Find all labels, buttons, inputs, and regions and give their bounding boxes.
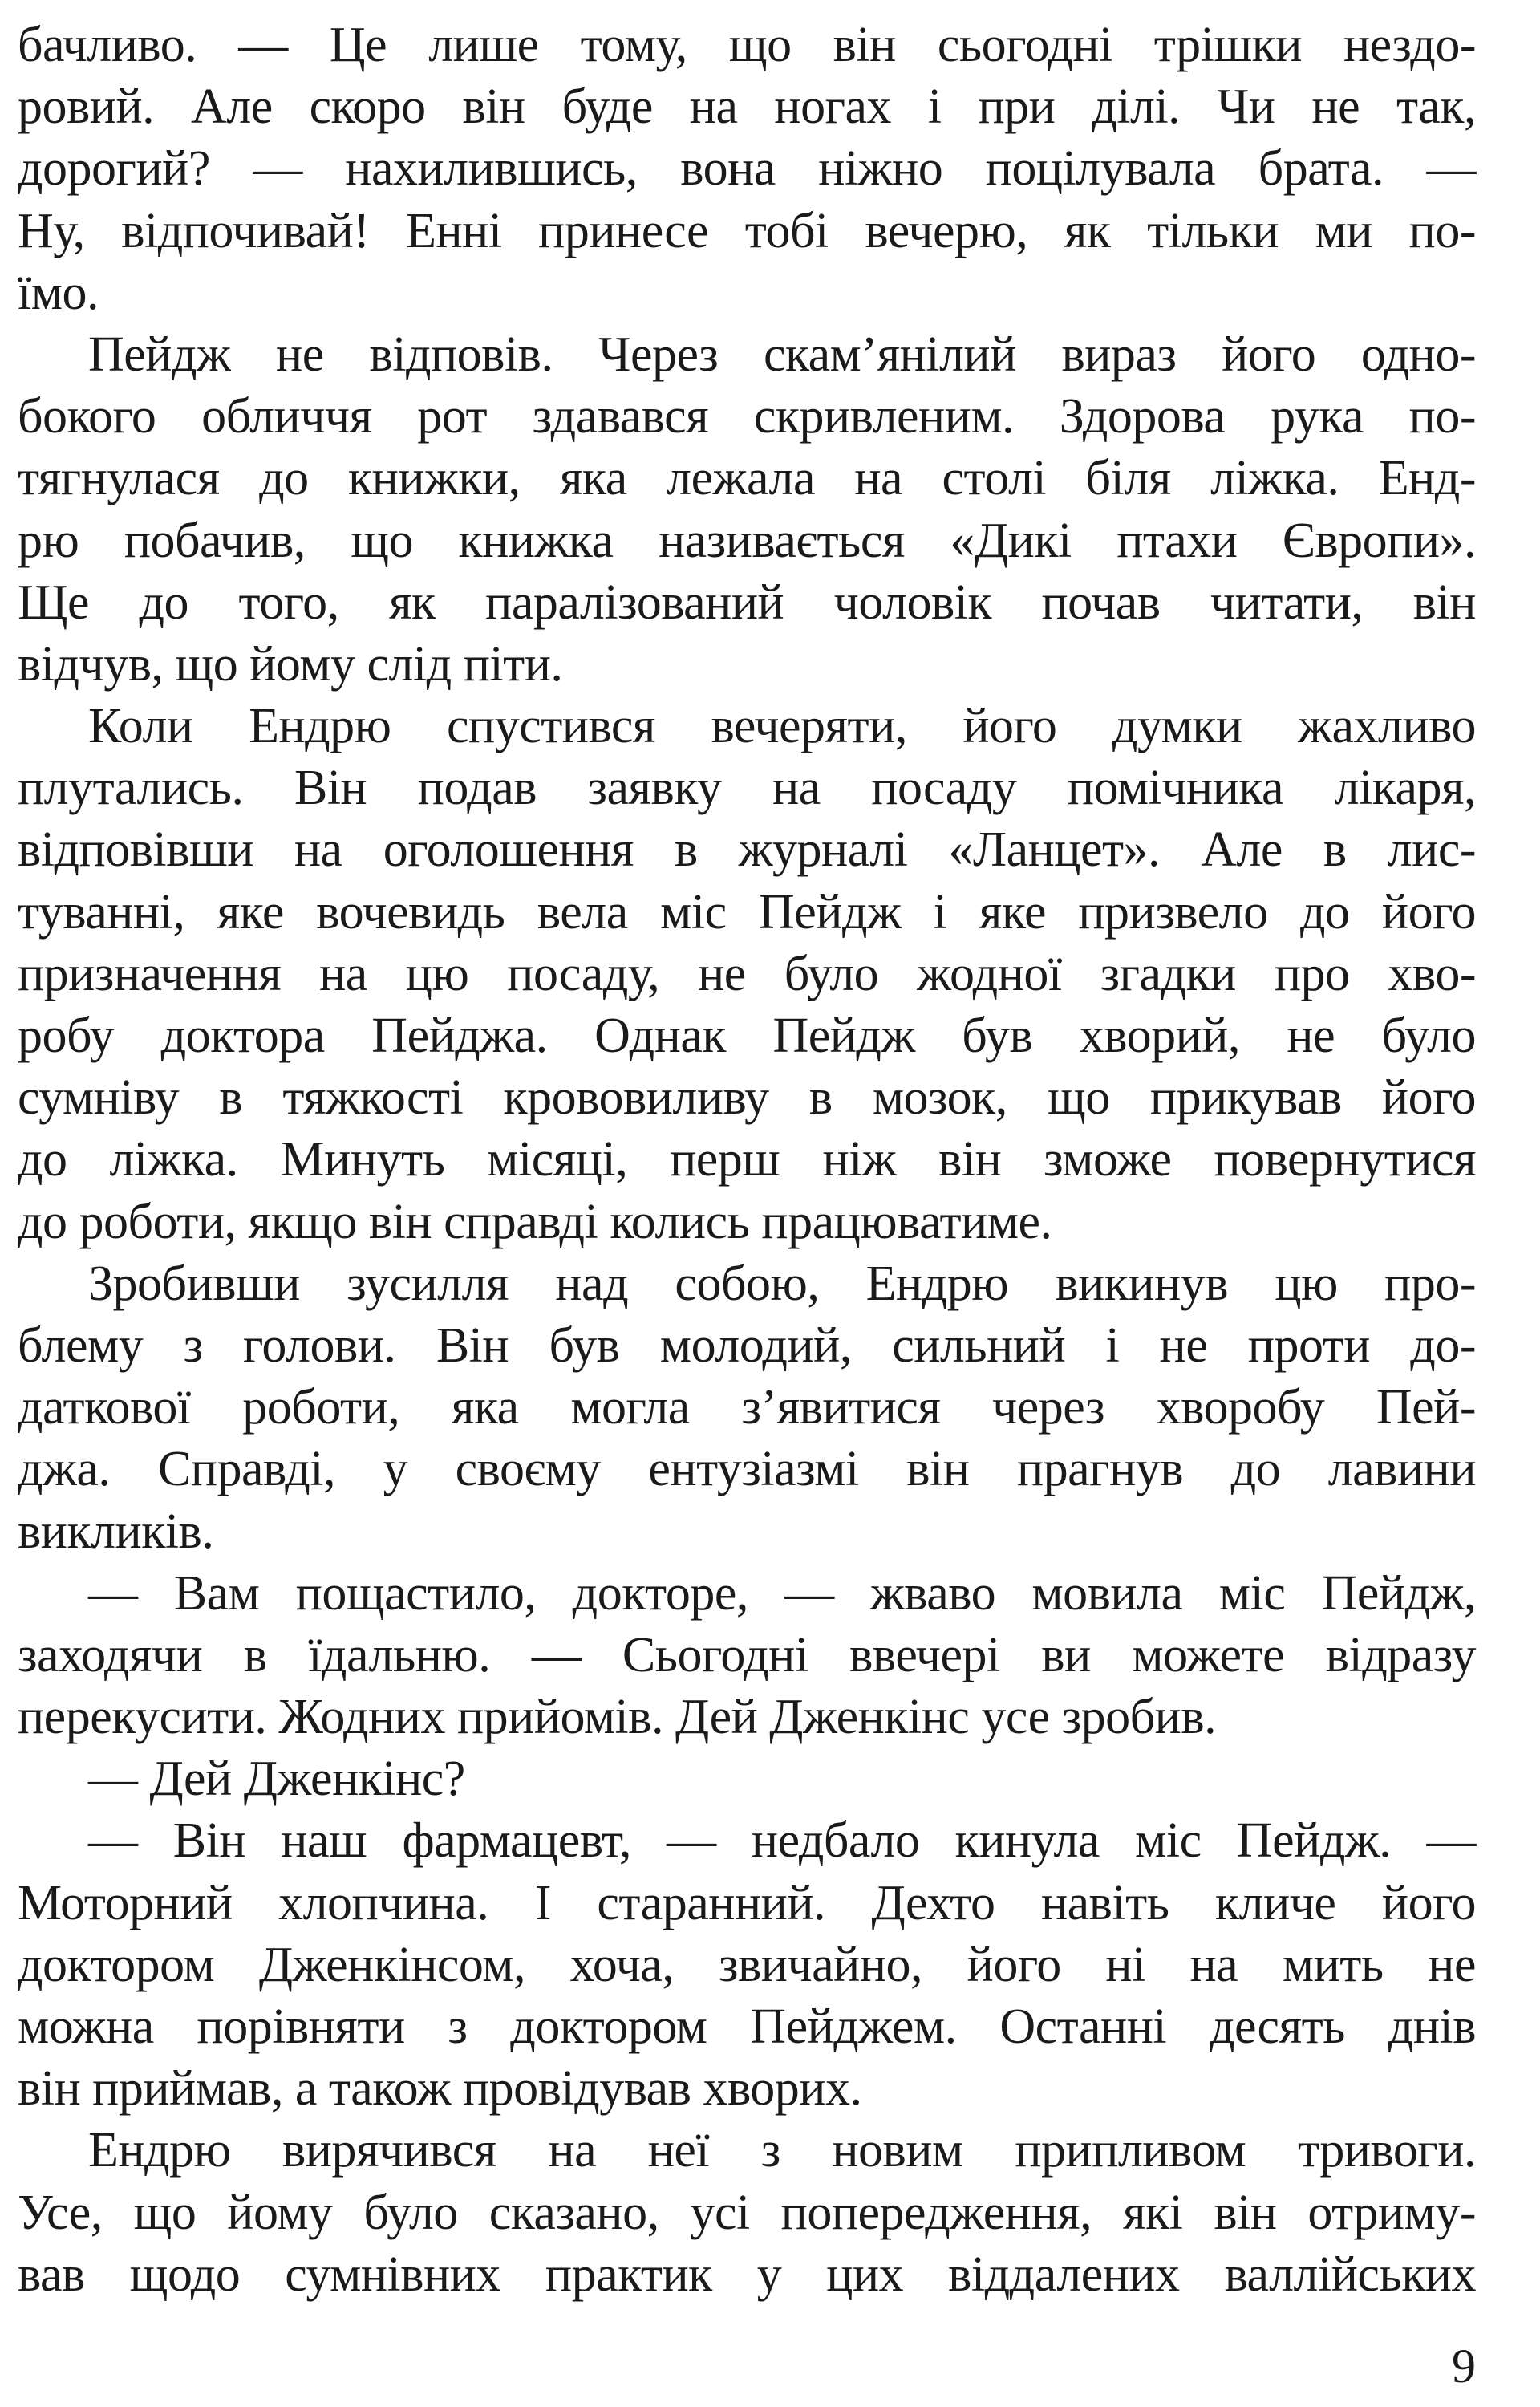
text-line: до роботи, якщо він справді колись працюватиме. — [18, 1194, 1052, 1249]
text-line: Пейдж не відповів. Через скам’янілий вираз його одно- — [88, 327, 1476, 382]
book-page-text — [18, 14, 1476, 2306]
text-line: робу доктора Пейджа. Однак Пейдж був хворий, не було — [18, 1009, 1476, 1063]
text-line: заходячи в їдальню. — Сьогодні ввечері ви можете відразу — [18, 1627, 1476, 1682]
text-line: рю побачив, що книжка називається «Дикі птахи Європи». — [18, 513, 1476, 568]
text-line: дорогий? — нахилившись, вона ніжно поцілувала брата. — — [18, 141, 1476, 197]
text-line: Ну, відпочивай! Енні принесе тобі вечерю, як тільки ми по- — [18, 203, 1476, 258]
text-line: Коли Ендрю спустився вечеряти, його думки жахливо — [88, 699, 1476, 754]
text-line: вав щодо сумнівних практик у цих віддалених валлійських — [18, 2247, 1476, 2302]
text-line: тягнулася до книжки, яка лежала на столі біля ліжка. Енд- — [18, 451, 1476, 506]
page-number: 9 — [1452, 2340, 1476, 2393]
text-line: Моторний хлопчина. І старанний. Дехто навіть кличе його — [18, 1875, 1476, 1930]
text-line: призначення на цю посаду, не було жодної згадки про хво- — [18, 946, 1476, 1001]
text-line: сумніву в тяжкості крововиливу в мозок, що прикував його — [18, 1070, 1476, 1126]
text-line: туванні, яке вочевидь вела міс Пейдж і яке призвело до його — [18, 884, 1476, 940]
text-line: — Дей Дженкінс? — [88, 1751, 465, 1807]
text-line: Ще до того, як паралізований чоловік почав читати, він — [18, 574, 1476, 630]
text-line: Зробивши зусилля над собою, Ендрю викинув цю про- — [88, 1256, 1476, 1311]
text-line: плутались. Він подав заявку на посаду помічника лікаря, — [18, 761, 1476, 816]
text-line: доктором Дженкінсом, хоча, звичайно, його ні на мить не — [18, 1937, 1476, 1992]
text-line: — Він наш фармацевт, — недбало кинула міс Пейдж. — — [88, 1813, 1476, 1869]
text-line: ровий. Але скоро він буде на ногах і при ділі. Чи не так, — [18, 79, 1476, 135]
text-line: їмо. — [18, 265, 99, 320]
text-line: джа. Справді, у своєму ентузіазмі він прагнув до лавини — [18, 1442, 1476, 1497]
text-line: блему з голови. Він був молодий, сильний і не проти до- — [18, 1317, 1476, 1373]
text-line: до ліжка. Минуть місяці, перш ніж він зможе повернутися — [18, 1132, 1476, 1187]
text-line: перекусити. Жодних прийомів. Дей Дженкінс усе зробив. — [18, 1690, 1217, 1745]
text-line: Ендрю вирячився на неї з новим припливом тривоги. — [88, 2123, 1476, 2178]
text-line: відповівши на оголошення в журналі «Ланцет». Але в лис- — [18, 822, 1476, 878]
text-line: він приймав, а також провідував хворих. — [18, 2061, 862, 2117]
text-line: Усе, що йому було сказано, усі попередження, які він отриму- — [18, 2185, 1476, 2240]
text-line: даткової роботи, яка могла з’явитися через хворобу Пей- — [18, 1380, 1476, 1435]
text-line: — Вам пощастило, докторе, — жваво мовила міс Пейдж, — [88, 1565, 1476, 1621]
text-line: відчув, що йому слід піти. — [18, 636, 563, 692]
text-line: викликів. — [18, 1504, 214, 1559]
text-line: бокого обличчя рот здавався скривленим. Здорова рука по- — [18, 389, 1476, 444]
text-line: бачливо. — Це лише тому, що він сьогодні трішки нездо- — [18, 18, 1476, 72]
text-line: можна порівняти з доктором Пейджем. Останні десять днів — [18, 1999, 1476, 2054]
